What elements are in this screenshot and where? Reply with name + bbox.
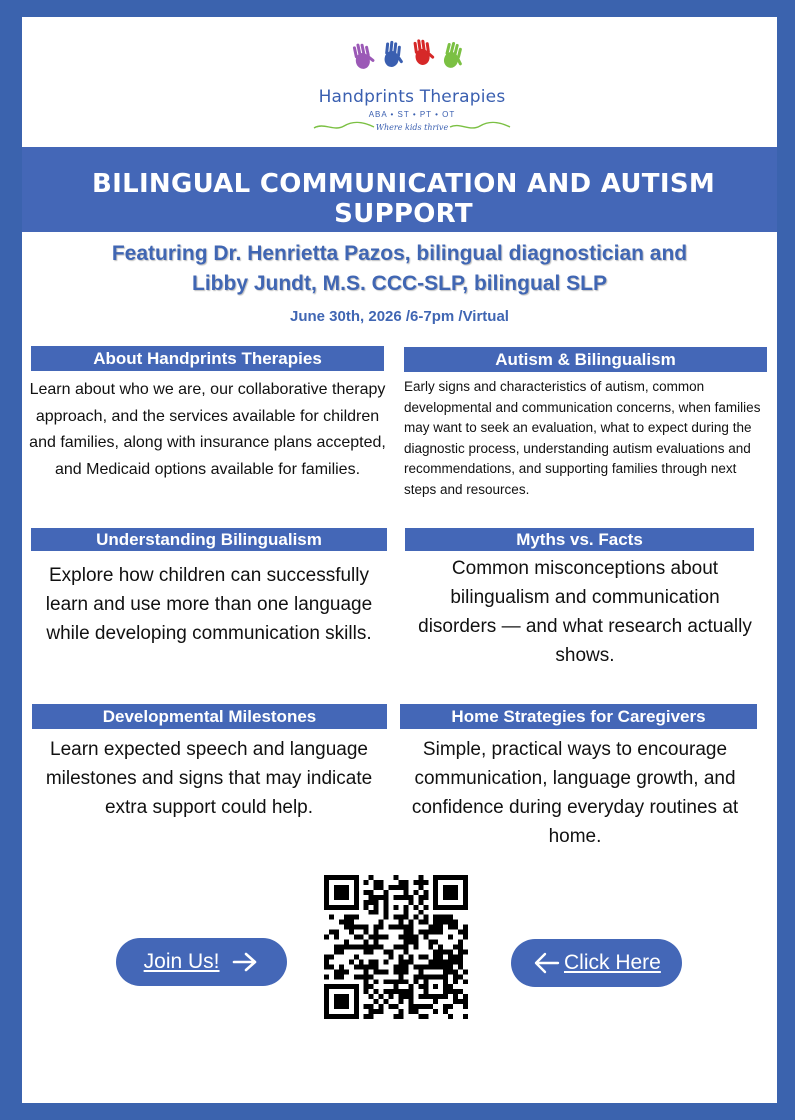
logo-name: Handprints Therapies	[318, 87, 506, 107]
arrow-left-icon	[532, 951, 560, 975]
section-heading-myths: Myths vs. Facts	[405, 528, 754, 551]
section-body-about: Learn about who we are, our collaborative therapy approach, and the services available for children and families, along with insurance plans accepted, and Medicaid options available for families.	[29, 381, 386, 478]
featuring-line-2: Libby Jundt, M.S. CCC-SLP, bilingual SLP	[192, 272, 607, 295]
logo-services: ABA • ST • PT • OT	[368, 110, 456, 119]
featuring-text	[22, 239, 777, 299]
event-date: June 30th, 2026 /6-7pm /Virtual	[290, 308, 509, 325]
section-body-milestones: Learn expected speech and language milestones and signs that may indicate extra support could help.	[45, 739, 373, 818]
section-heading-milestones: Developmental Milestones	[32, 704, 387, 729]
click-here-label: Click Here	[563, 951, 661, 974]
handprints-logo	[312, 39, 512, 139]
qr-code[interactable]	[324, 875, 468, 1019]
featuring-line-1: Featuring Dr. Henrietta Pazos, bilingual diagnostician and	[111, 242, 688, 265]
section-body-autism: Early signs and characteristics of autism, common developmental and communication concerns, when families may want to seek an evaluation, what to expect during the diagnostic process, understanding autism evaluations and recommendations, and supporting families through next steps and resources.	[404, 379, 761, 497]
arrow-right-icon	[231, 952, 259, 972]
click-here-button[interactable]	[511, 939, 682, 987]
join-us-button[interactable]	[116, 938, 287, 986]
section-heading-home: Home Strategies for Caregivers	[400, 704, 757, 729]
section-heading-understanding: Understanding Bilingualism	[31, 528, 387, 551]
page-title: BILINGUAL COMMUNICATION AND AUTISM SUPPORT	[91, 169, 716, 229]
logo-tagline: Where kids thrive	[375, 123, 449, 132]
flyer-page	[22, 17, 777, 1103]
join-us-label: Join Us!	[143, 950, 220, 973]
section-body-home: Simple, practical ways to encourage communication, language growth, and confidence during everyday routines at home.	[411, 739, 739, 847]
handprints-icon	[348, 39, 476, 73]
section-body-understanding: Explore how children can successfully learn and use more than one language while developing communication skills.	[45, 565, 373, 644]
section-heading-about: About Handprints Therapies	[31, 346, 384, 371]
section-body-myths: Common misconceptions about bilingualism and communication disorders — and what research actually shows.	[418, 558, 752, 666]
section-heading-autism: Autism & Bilingualism	[404, 347, 767, 372]
